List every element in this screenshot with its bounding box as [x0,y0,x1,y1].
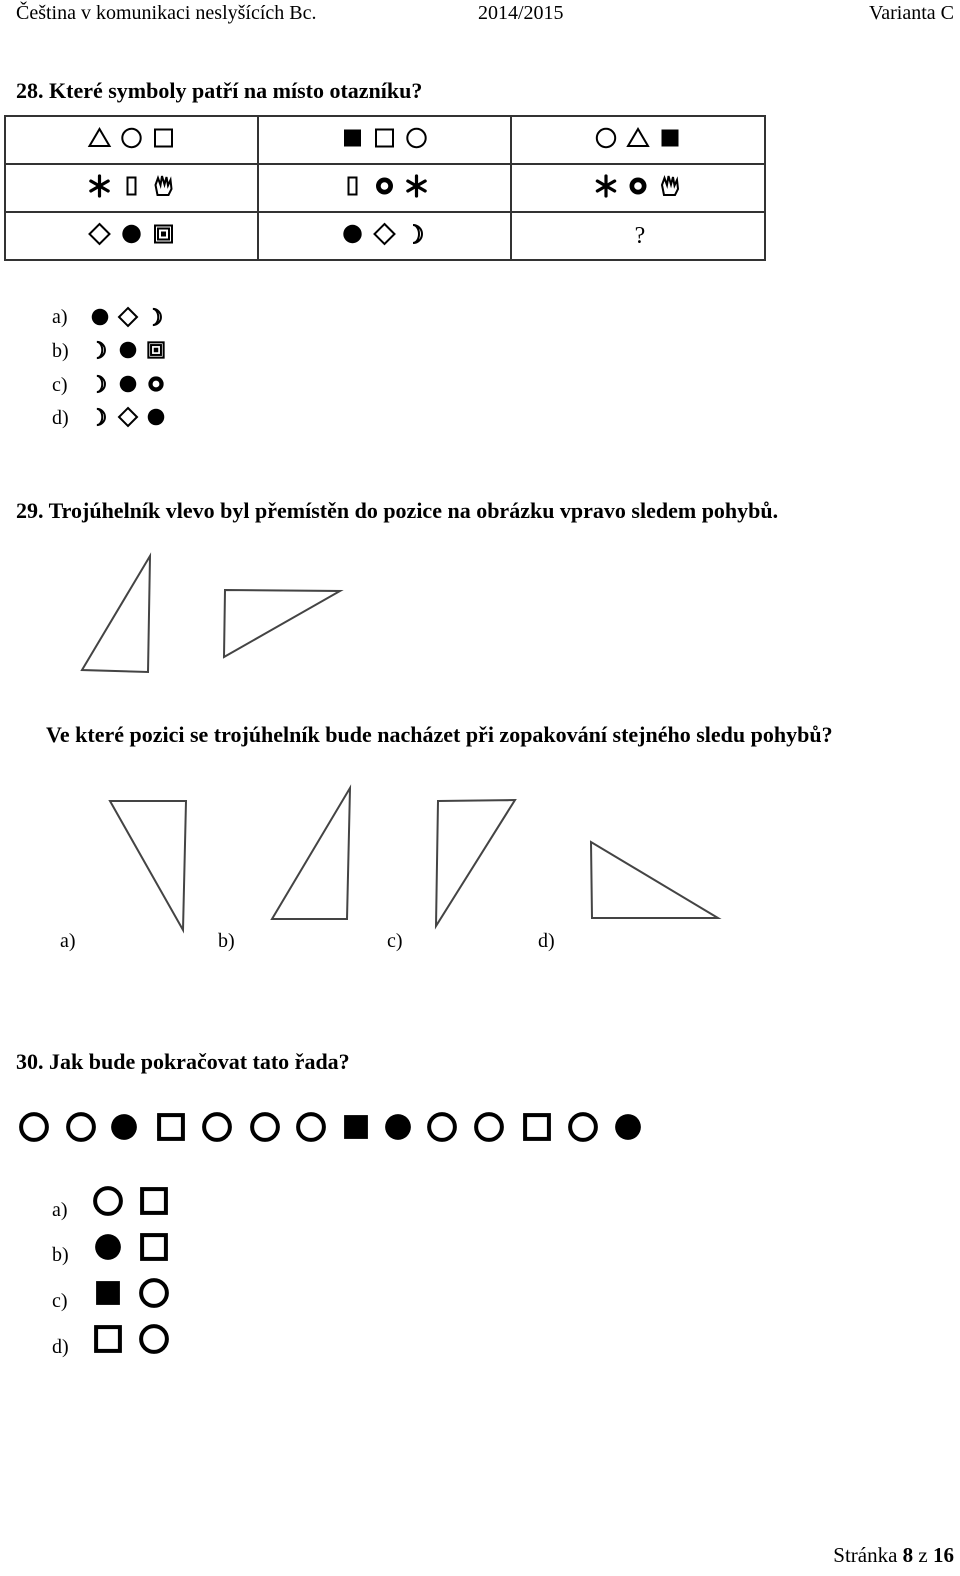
q29-option-a-label[interactable]: a) [60,930,76,952]
circle-outline-icon [429,1114,455,1140]
circle-filled-icon [615,1114,641,1140]
q28-option-c-label[interactable]: c) [52,374,68,396]
circle-outline-icon [21,1114,47,1140]
square-outline-icon [142,1235,166,1259]
circle-outline-icon [252,1114,278,1140]
header-variant: Varianta C [869,2,954,24]
footer-page-number: 8 [902,1543,914,1567]
q30-option-c-label[interactable]: c) [52,1290,68,1312]
footer-page-word: Stránka [833,1543,898,1567]
q29-option-d-label[interactable]: d) [538,930,555,952]
header-course: Čeština v komunikaci neslyšících Bc. [16,2,317,24]
square-outline-icon [159,1115,183,1139]
footer-of-word: z [918,1543,928,1567]
circle-outline-icon [68,1114,94,1140]
footer-total-pages: 16 [933,1543,954,1567]
circle-filled-icon [111,1114,137,1140]
page-footer [833,1543,954,1568]
circle-outline-icon [298,1114,324,1140]
question-30-title: 30. Jak bude pokračovat tato řada? [16,1049,350,1074]
circle-filled-icon [95,1234,121,1260]
square-filled-icon [96,1281,120,1305]
circle-outline-icon [141,1326,167,1352]
header-year: 2014/2015 [478,2,564,24]
circle-filled-icon [385,1114,411,1140]
question-28-title: 28. Které symboly patří na místo otazníku? [16,78,423,103]
q30-option-b-label[interactable]: b) [52,1244,69,1266]
question-29-subquestion: Ve které pozici se trojúhelník bude nacházet při zopakování stejného sledu pohybů? [46,722,833,747]
q30-option-a-label[interactable]: a) [52,1199,68,1221]
circle-outline-icon [204,1114,230,1140]
square-outline-icon [525,1115,549,1139]
question-mark: ? [634,223,646,249]
q29-option-b-label[interactable]: b) [218,930,235,952]
circle-outline-icon [141,1280,167,1306]
circle-outline-icon [570,1114,596,1140]
q29-option-c-label[interactable]: c) [387,930,403,952]
circle-outline-icon [476,1114,502,1140]
question-29-title: 29. Trojúhelník vlevo byl přemístěn do pozice na obrázku vpravo sledem pohybů. [16,498,779,523]
q30-option-d-label[interactable]: d) [52,1336,69,1358]
q28-option-a-label[interactable]: a) [52,306,68,328]
square-outline-icon [96,1327,120,1351]
q28-option-d-label[interactable]: d) [52,407,69,429]
square-outline-icon [142,1189,166,1213]
circle-outline-icon [95,1188,121,1214]
q28-option-b-label[interactable]: b) [52,340,69,362]
square-filled-icon [344,1115,368,1139]
